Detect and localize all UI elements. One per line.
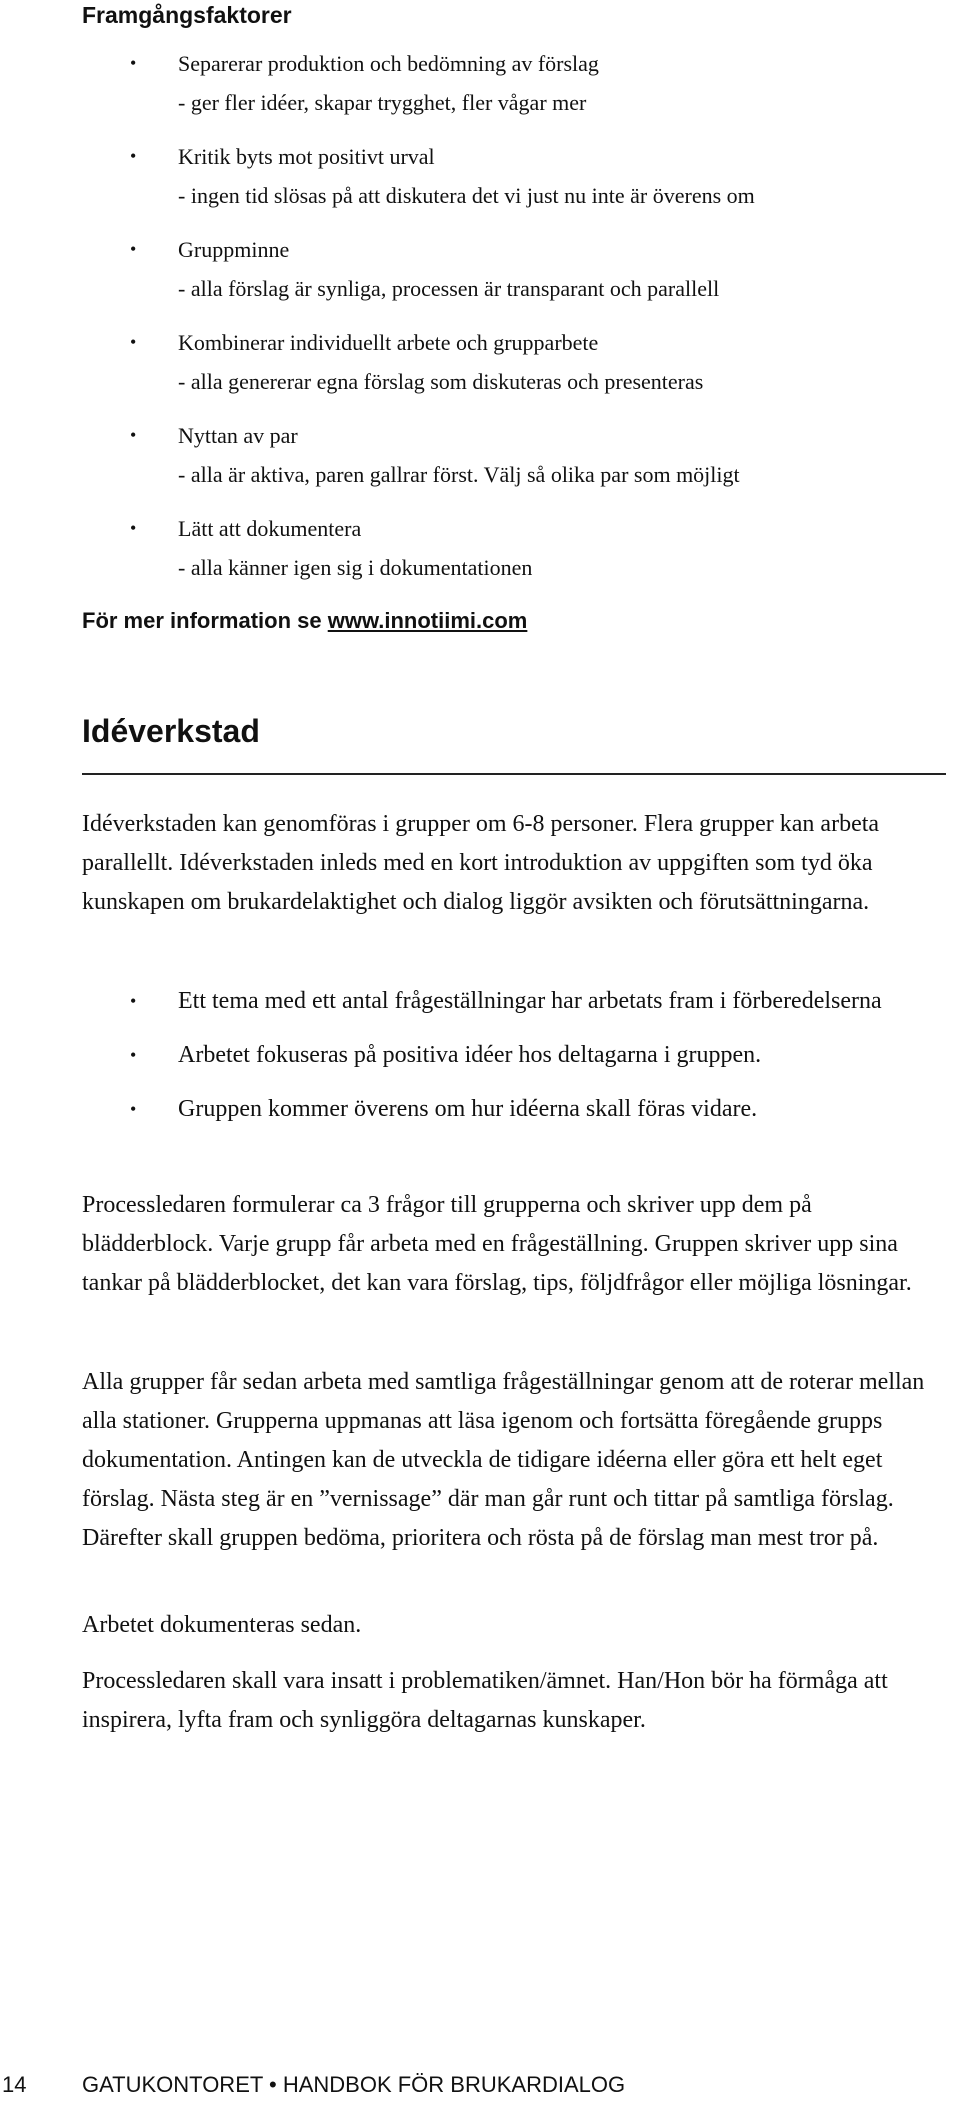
list-item bbox=[0, 137, 755, 215]
body-paragraph: Processledaren skall vara insatt i problematiken/ämnet. Han/Hon bör ha förmåga att inspirera, lyfta fram och synliggöra deltagarnas kunskaper. bbox=[82, 1668, 888, 1733]
footer-text: GATUKONTORET • HANDBOK FÖR BRUKARDIALOG bbox=[82, 2072, 626, 2097]
list-item bbox=[0, 323, 755, 401]
bullet-icon: • bbox=[130, 991, 137, 1011]
list-item-title: Lätt att dokumentera bbox=[178, 516, 362, 541]
list-item bbox=[0, 44, 755, 122]
body-paragraph: Processledaren formulerar ca 3 frågor till grupperna och skriver upp dem på blädderblock. Varje grupp får arbeta med en frågeställning. Gruppen skriver upp sina tankar på blädderblocket, det kan vara förslag, tips, följdfrågor eller möjliga lösningar. bbox=[82, 1192, 912, 1296]
innotiimi-link[interactable]: www.innotiimi.com bbox=[327, 608, 528, 633]
list-item-detail: - alla förslag är synliga, processen är transparant och parallell bbox=[178, 276, 720, 301]
list-item-detail: - ingen tid slösas på att diskutera det vi just nu inte är överens om bbox=[178, 183, 755, 208]
body-paragraph: Alla grupper får sedan arbeta med samtliga frågeställningar genom att de roterar mellan alla stationer. Grupperna uppmanas att läsa igenom och fortsätta föregående grupps dokumentation. Antingen kan de utveckla de tidigare idéerna eller göra ett helt eget förslag. Nästa steg är en ”vernissage” där man går runt och tittar på samtliga förslag. Därefter skall gruppen bedöma, prioritera och rösta på de förslag man mest tror på. bbox=[82, 1369, 925, 1551]
intro-paragraph: Idéverkstaden kan genomföras i grupper om 6-8 personer. Flera grupper kan arbeta parallellt. Idéverkstaden inleds med en kort introduktion av uppgiften som tyd öka kunskapen om brukardelaktighet och dialog liggör avsikten och förutsättningarna. bbox=[82, 811, 880, 915]
list-item bbox=[0, 1036, 882, 1075]
page-number: 14 bbox=[2, 2072, 27, 2097]
list-item-text: Gruppen kommer överens om hur idéerna skall föras vidare. bbox=[178, 1096, 758, 1122]
list-item-detail: - ger fler idéer, skapar trygghet, fler vågar mer bbox=[178, 90, 587, 115]
list-item bbox=[0, 1090, 882, 1129]
bullet-icon: • bbox=[130, 1045, 137, 1065]
list-item-detail: - alla känner igen sig i dokumentationen bbox=[178, 555, 533, 580]
list-item-detail: - alla är aktiva, paren gallrar först. Välj så olika par som möjligt bbox=[178, 462, 740, 487]
body-paragraph: Arbetet dokumenteras sedan. bbox=[82, 1612, 362, 1638]
list-item-title: Separerar produktion och bedömning av förslag bbox=[178, 51, 599, 76]
list-item-title: Nyttan av par bbox=[178, 423, 298, 448]
more-info-prefix: För mer information se bbox=[82, 608, 328, 633]
bullet-icon: • bbox=[130, 53, 137, 73]
list-item-title: Gruppminne bbox=[178, 237, 290, 262]
list-item-title: Kombinerar individuellt arbete och grupparbete bbox=[178, 330, 599, 355]
bullet-icon: • bbox=[130, 332, 137, 352]
success-factors-list bbox=[0, 44, 755, 602]
workshop-bullets bbox=[0, 982, 882, 1144]
bullet-icon: • bbox=[130, 425, 137, 445]
list-item-title: Kritik byts mot positivt urval bbox=[178, 144, 435, 169]
heading-divider bbox=[82, 773, 946, 775]
more-info-line bbox=[82, 608, 527, 634]
list-item-text: Arbetet fokuseras på positiva idéer hos deltagarna i gruppen. bbox=[178, 1042, 762, 1068]
list-item bbox=[0, 509, 755, 587]
list-item bbox=[0, 416, 755, 494]
page-title-ideverkstad: Idéverkstad bbox=[82, 713, 260, 749]
bullet-icon: • bbox=[130, 146, 137, 166]
bullet-icon: • bbox=[130, 1099, 137, 1119]
bullet-icon: • bbox=[130, 518, 137, 538]
list-item bbox=[0, 982, 882, 1021]
bullet-icon: • bbox=[130, 239, 137, 259]
list-item-text: Ett tema med ett antal frågeställningar har arbetats fram i förberedelserna bbox=[178, 988, 882, 1014]
list-item bbox=[0, 230, 755, 308]
section-heading-framgangsfaktorer: Framgångsfaktorer bbox=[82, 2, 292, 28]
list-item-detail: - alla genererar egna förslag som diskuteras och presenteras bbox=[178, 369, 704, 394]
